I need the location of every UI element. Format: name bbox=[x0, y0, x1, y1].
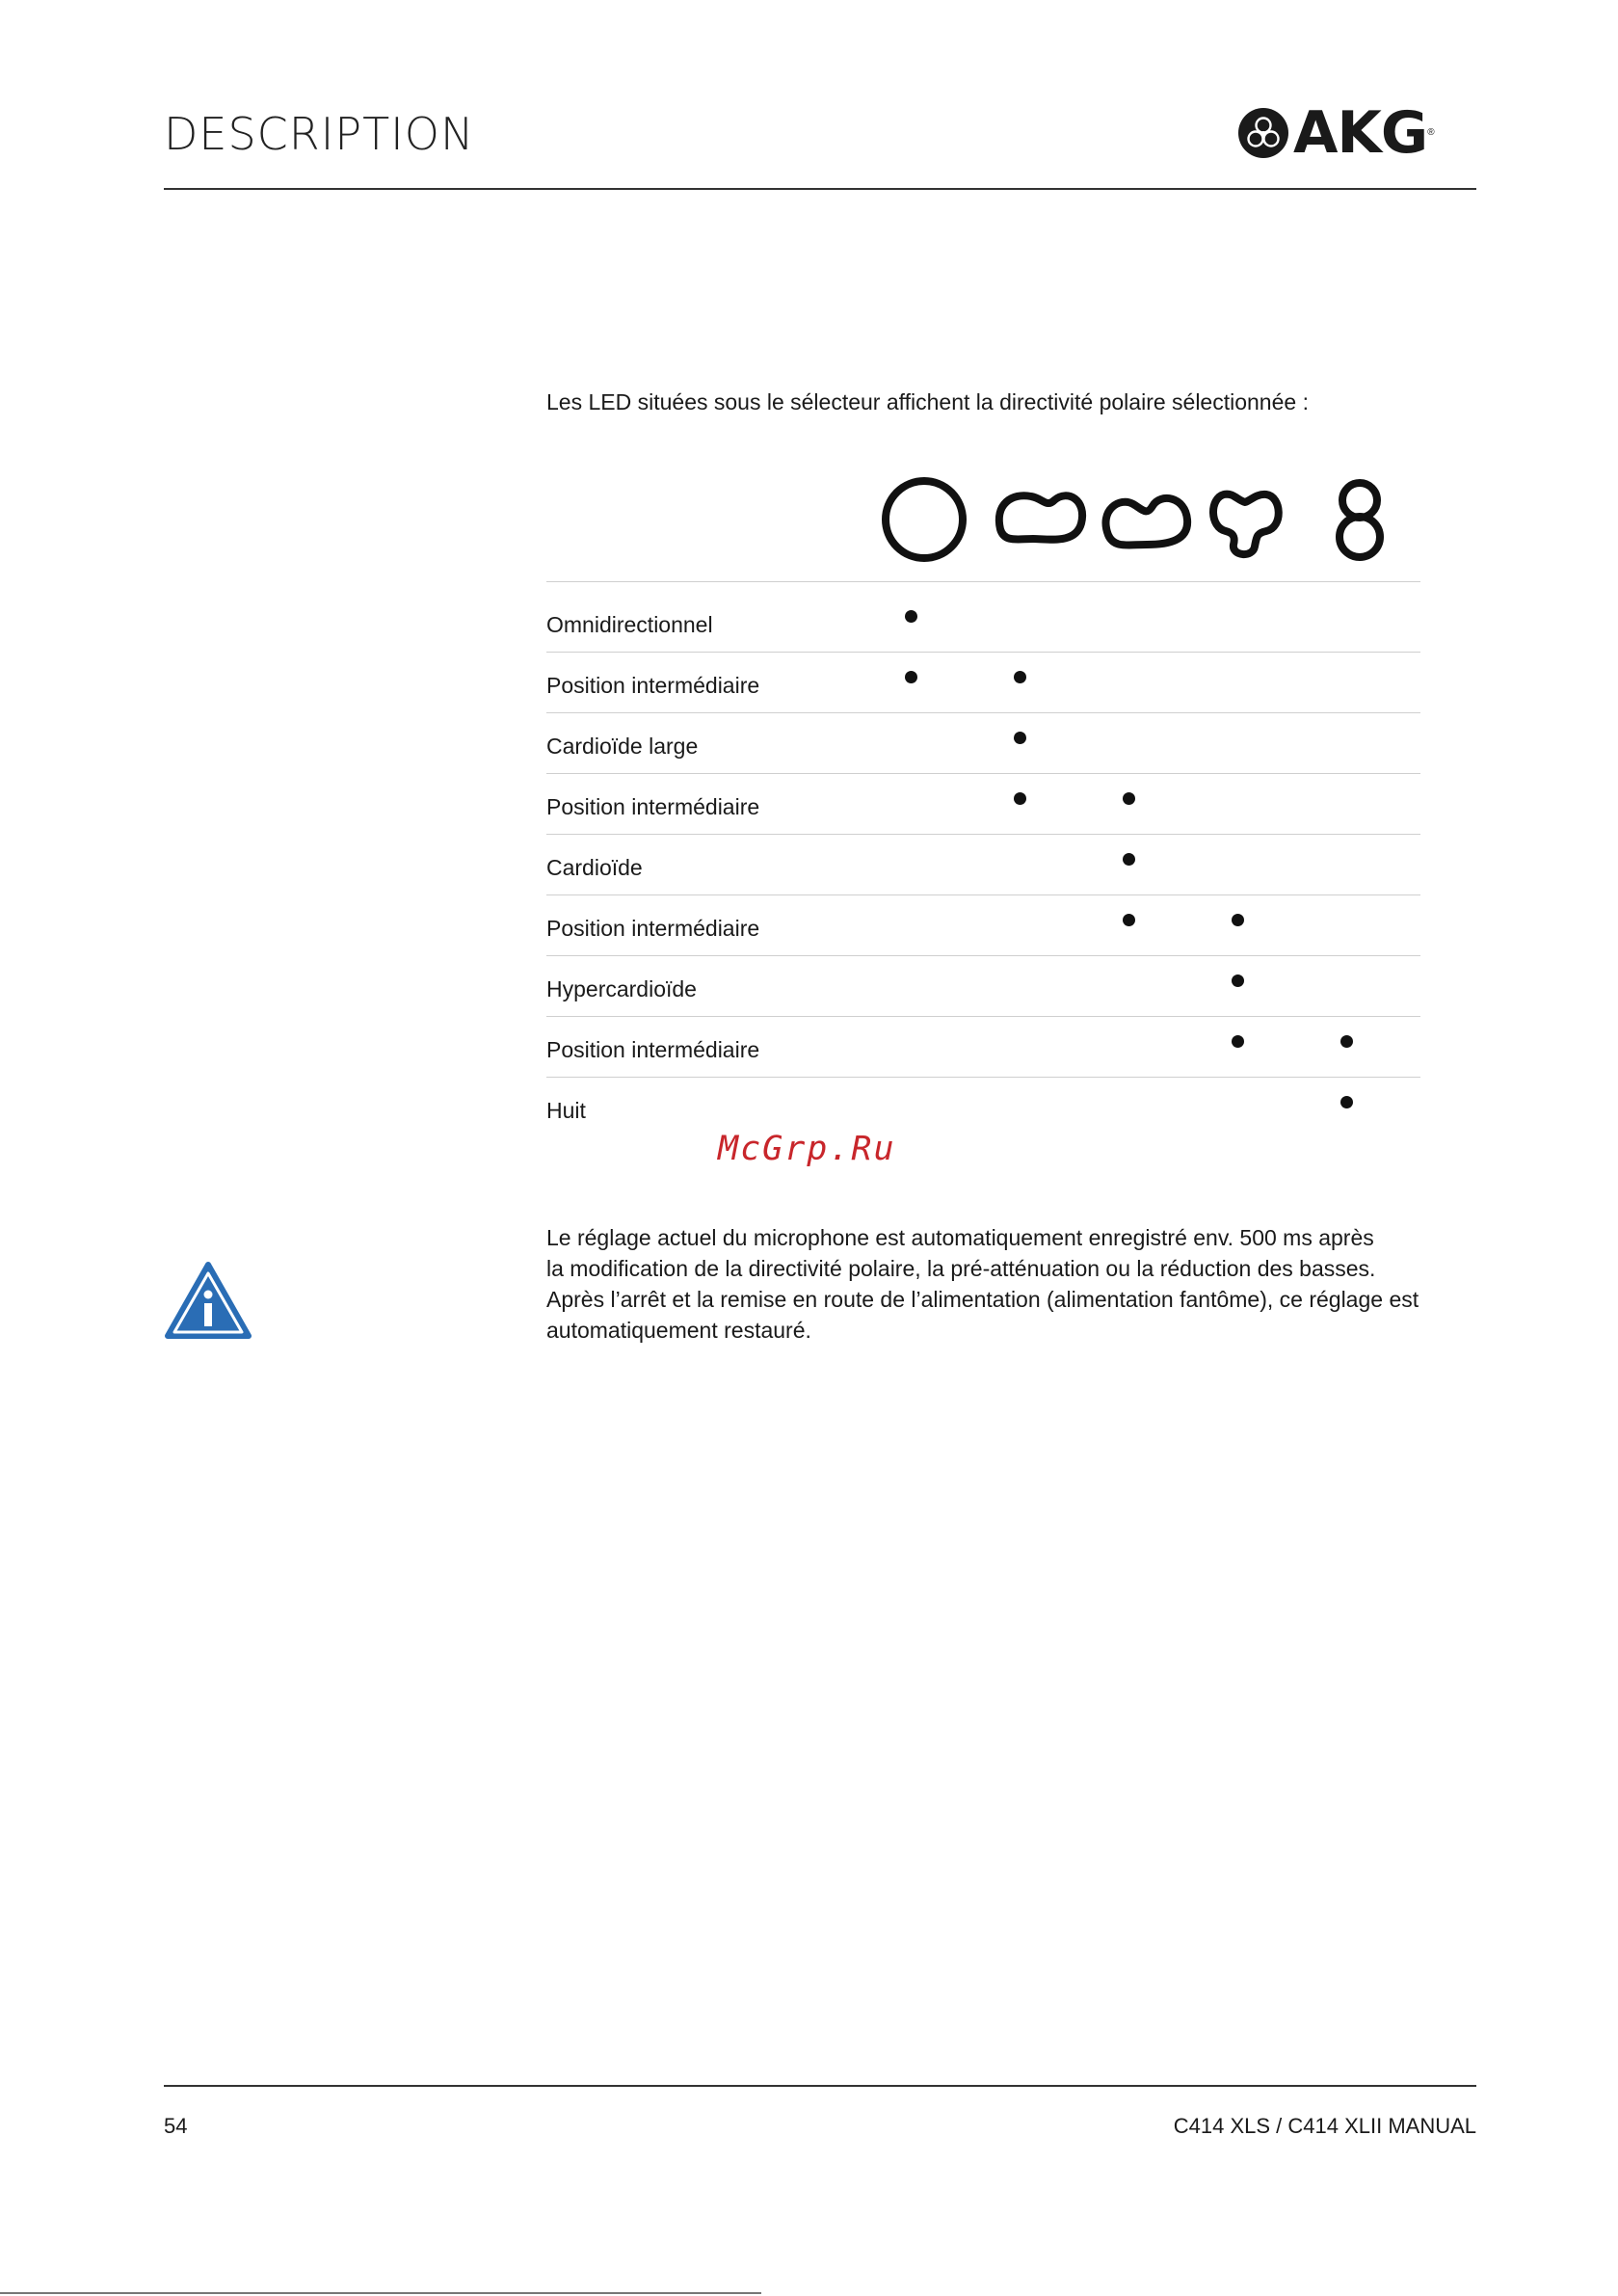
note-line: Après l’arrêt et la remise en route de l’alimentation (alimentation fantôme), ce réglage est bbox=[546, 1287, 1419, 1312]
info-note bbox=[546, 1222, 1419, 1346]
watermark: McGrp.Ru bbox=[718, 1130, 896, 1168]
note-line: la modification de la directivité polaire, la pré-atténuation ou la réduction des basses. bbox=[546, 1256, 1376, 1281]
led-dot bbox=[1014, 732, 1026, 744]
row-label: Cardioïde large bbox=[546, 734, 699, 759]
table-row bbox=[546, 581, 1420, 652]
led-dot bbox=[1340, 1035, 1353, 1048]
table-row bbox=[546, 1077, 1420, 1137]
note-line: automatiquement restauré. bbox=[546, 1318, 811, 1343]
led-dot bbox=[1123, 914, 1135, 926]
info-warning-icon bbox=[164, 1261, 252, 1340]
row-label: Omnidirectionnel bbox=[546, 612, 713, 637]
row-label: Position intermédiaire bbox=[546, 673, 760, 698]
led-dot bbox=[905, 610, 917, 623]
led-dot bbox=[1232, 914, 1244, 926]
hypercardioid-icon bbox=[1213, 494, 1279, 554]
table-row bbox=[546, 773, 1420, 834]
note-line: Le réglage actuel du microphone est automatiquement enregistré env. 500 ms après bbox=[546, 1225, 1374, 1250]
row-label: Position intermédiaire bbox=[546, 1037, 760, 1062]
led-pattern-table bbox=[546, 581, 1420, 1137]
polar-pattern-icons bbox=[867, 467, 1388, 564]
akg-logo bbox=[1237, 99, 1478, 167]
page-title: DESCRIPTION bbox=[164, 108, 475, 160]
page-edge-line bbox=[0, 2292, 761, 2294]
table-row bbox=[546, 834, 1420, 894]
figure-eight-icon bbox=[1339, 483, 1380, 557]
omni-icon bbox=[886, 481, 963, 558]
row-label: Huit bbox=[546, 1098, 586, 1123]
table-row bbox=[546, 712, 1420, 773]
cardioid-icon bbox=[1105, 498, 1187, 546]
header-rule bbox=[164, 188, 1476, 190]
led-dot bbox=[1014, 671, 1026, 683]
table-row bbox=[546, 955, 1420, 1016]
led-dot bbox=[1014, 792, 1026, 805]
led-dot bbox=[1232, 974, 1244, 987]
akg-logo-text: AKG bbox=[1293, 99, 1428, 167]
wide-cardioid-icon bbox=[999, 495, 1082, 540]
footer-rule bbox=[164, 2085, 1476, 2087]
intro-text: Les LED situées sous le sélecteur affichent la directivité polaire sélectionnée : bbox=[546, 389, 1309, 414]
led-dot bbox=[1232, 1035, 1244, 1048]
table-row bbox=[546, 1016, 1420, 1077]
row-label: Position intermédiaire bbox=[546, 794, 760, 819]
row-label: Cardioïde bbox=[546, 855, 643, 880]
registered-mark: ® bbox=[1427, 127, 1435, 138]
led-dot bbox=[1123, 792, 1135, 805]
akg-emblem-icon bbox=[1237, 107, 1289, 159]
led-dot bbox=[1123, 853, 1135, 866]
led-dot bbox=[905, 671, 917, 683]
led-dot bbox=[1340, 1096, 1353, 1108]
row-label: Hypercardioïde bbox=[546, 976, 697, 1001]
table-row bbox=[546, 894, 1420, 955]
row-label: Position intermédiaire bbox=[546, 916, 760, 941]
page-number: 54 bbox=[164, 2114, 188, 2138]
manual-title: C414 XLS / C414 XLII MANUAL bbox=[1173, 2114, 1476, 2138]
table-row bbox=[546, 652, 1420, 712]
